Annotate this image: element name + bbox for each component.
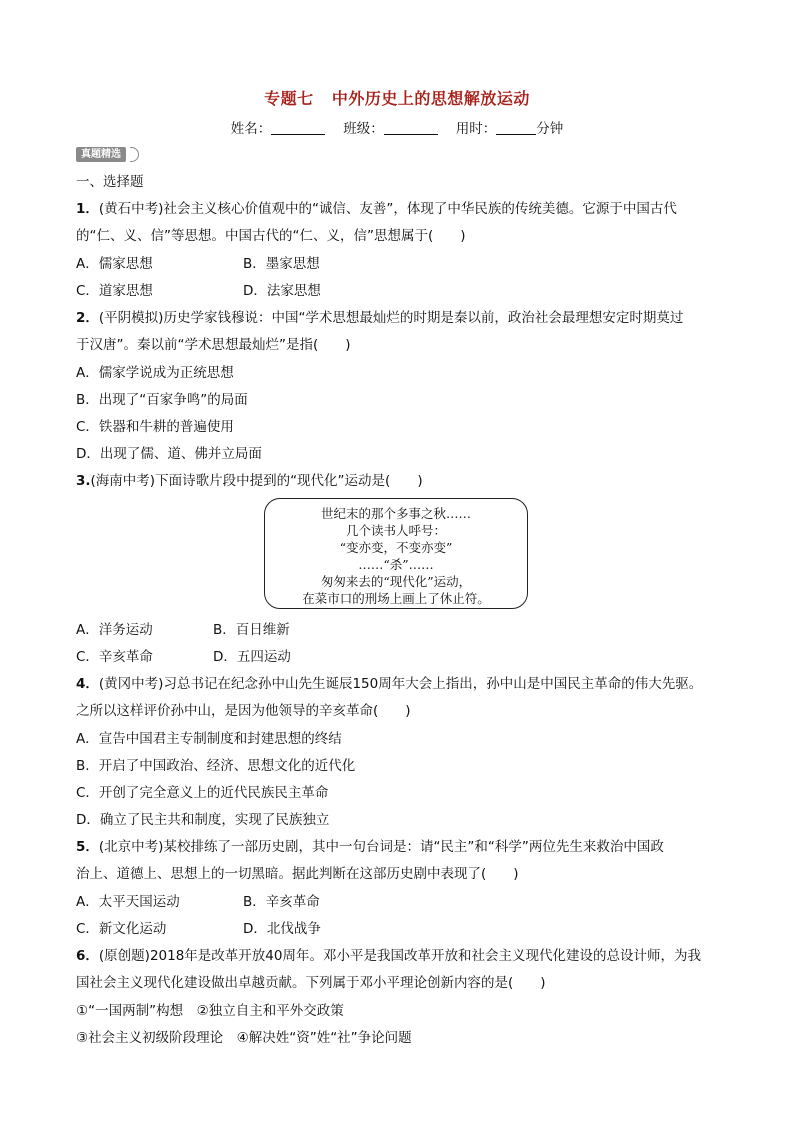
question-5-line-1: 5．(北京中考)某校排练了一部历史剧，其中一句台词是：请“民主”和“科学”两位先生来救治中国政 [76,839,664,855]
section-heading: 一、选择题 [76,174,144,190]
question-1-line-1: 1．(黄石中考)社会主义核心价值观中的“诚信、友善”，体现了中华民族的传统美德。它源于中国古代 [76,201,677,217]
q1-option-b[interactable]: B．墨家思想 [243,256,320,272]
q6-items-row-2: ③社会主义初级阶段理论 ④解决姓“资”姓“社”争论问题 [76,1030,412,1046]
q4-option-b[interactable]: B．开启了中国政治、经济、思想文化的近代化 [76,758,356,774]
class-blank[interactable] [384,120,438,135]
question-3-line-1: 3.(海南中考)下面诗歌片段中提到的“现代化”运动是( ) [76,473,423,489]
q1-option-c[interactable]: C．道家思想 [76,283,153,299]
q4-option-c[interactable]: C．开创了完全意义上的近代民族民主革命 [76,785,329,801]
poem-line: ……“杀”…… [358,557,434,572]
q3-option-b[interactable]: B．百日维新 [213,622,290,638]
time-label: 用时： [455,121,497,137]
page-title: 专题七 中外历史上的思想解放运动 [264,89,530,108]
poem-line: “变亦变，不变亦变” [339,540,453,555]
q1-option-d[interactable]: D．法家思想 [243,283,321,299]
q5-option-c[interactable]: C．新文化运动 [76,921,167,937]
poem-excerpt-box [264,498,528,609]
question-5-line-2: 治上、道德上、思想上的一切黑暗。据此判断在这部历史剧中表现了( ) [76,866,519,882]
q2-option-a[interactable]: A．儒家学说成为正统思想 [76,365,234,381]
question-2-line-1: 2．(平阴模拟)历史学家钱穆说：中国“学术思想最灿烂的时期是秦以前，政治社会最理想安定时期莫过 [76,310,684,326]
name-label: 姓名： [230,121,272,137]
q4-option-a[interactable]: A．宣告中国君主专制制度和封建思想的终结 [76,731,342,747]
q5-option-a[interactable]: A．太平天国运动 [76,894,180,910]
question-6-line-1: 6．(原创题)2018年是改革开放40周年。邓小平是我国改革开放和社会主义现代化建设的总设计师，为我 [76,948,701,964]
question-4-line-1: 4．(黄冈中考)习总书记在纪念孙中山先生诞辰150周年大会上指出，孙中山是中国民主革命的伟大先驱。 [76,676,703,692]
q3-option-d[interactable]: D．五四运动 [213,649,291,665]
poem-line: 匆匆来去的“现代化”运动， [320,574,472,589]
section-badge: 真题精选 [76,147,126,162]
poem-line: 几个读书人呼号： [345,523,446,538]
class-label: 班级： [343,121,384,137]
poem-line: 在菜市口的刑场上画上了休止符。 [302,591,490,606]
time-blank[interactable] [496,120,536,135]
question-4-line-2: 之所以这样评价孙中山，是因为他领导的辛亥革命( ) [76,703,411,719]
q2-option-b[interactable]: B．出现了“百家争鸣”的局面 [76,392,248,408]
name-blank[interactable] [271,120,325,135]
q4-option-d[interactable]: D．确立了民主共和制度，实现了民族独立 [76,812,330,828]
q3-option-a[interactable]: A．洋务运动 [76,622,153,638]
question-6-line-2: 国社会主义现代化建设做出卓越贡献。下列属于邓小平理论创新内容的是( ) [76,975,546,991]
q1-option-a[interactable]: A．儒家思想 [76,256,153,272]
q2-option-c[interactable]: C．铁器和牛耕的普遍使用 [76,419,234,435]
poem-line: 世纪末的那个多事之秋…… [320,506,471,521]
question-1-line-2: 的“仁、义、信”等思想。中国古代的“仁、义，信”思想属于( ) [76,228,466,244]
q3-option-c[interactable]: C．辛亥革命 [76,649,153,665]
question-2-line-2: 于汉唐”。秦以前“学术思想最灿烂”是指( ) [76,337,351,353]
q2-option-d[interactable]: D．出现了儒、道、佛并立局面 [76,446,262,462]
student-info-row [0,117,794,137]
q6-items-row-1: ①“一国两制”构想 ②独立自主和平外交政策 [76,1003,344,1019]
q5-option-b[interactable]: B．辛亥革命 [243,894,320,910]
time-unit: 分钟 [536,121,564,137]
q5-option-d[interactable]: D．北伐战争 [243,921,321,937]
badge-tail-decoration [130,147,139,162]
